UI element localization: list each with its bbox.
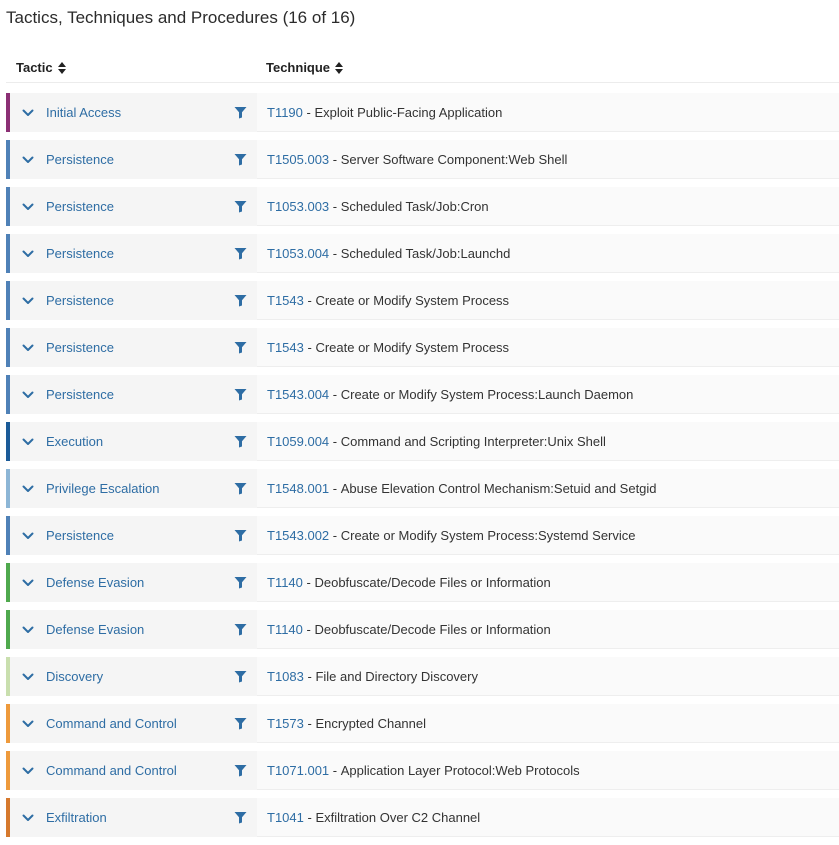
tactic-link[interactable]: Persistence xyxy=(46,152,114,167)
tactic-cell xyxy=(6,375,257,414)
technique-cell xyxy=(257,375,839,414)
table-row xyxy=(6,93,839,132)
tactic-link[interactable]: Persistence xyxy=(46,293,114,308)
chevron-down-icon[interactable] xyxy=(21,576,35,590)
table-row xyxy=(6,140,839,179)
tactic-link[interactable]: Privilege Escalation xyxy=(46,481,160,496)
tactic-link[interactable]: Defense Evasion xyxy=(46,622,145,637)
chevron-down-icon[interactable] xyxy=(21,764,35,778)
technique-separator: - xyxy=(329,527,341,543)
technique-cell xyxy=(257,657,839,696)
tactic-link[interactable]: Command and Control xyxy=(46,763,177,778)
tactic-cell xyxy=(6,328,257,367)
table-row xyxy=(6,328,839,367)
filter-icon[interactable] xyxy=(234,106,248,120)
tactic-link[interactable]: Persistence xyxy=(46,199,114,214)
technique-cell xyxy=(257,610,839,649)
tactic-cell xyxy=(6,234,257,273)
table-row xyxy=(6,704,839,743)
technique-name: Abuse Elevation Control Mechanism:Setuid and Setgid xyxy=(340,480,657,496)
chevron-down-icon[interactable] xyxy=(21,623,35,637)
chevron-down-icon[interactable] xyxy=(21,529,35,543)
chevron-down-icon[interactable] xyxy=(21,811,35,825)
technique-name: Exfiltration Over C2 Channel xyxy=(315,809,481,825)
technique-name: Scheduled Task/Job:Launchd xyxy=(340,245,511,261)
tactic-cell xyxy=(6,563,257,602)
technique-id-link[interactable]: T1059.004 xyxy=(267,433,330,449)
filter-icon[interactable] xyxy=(234,576,248,590)
page-title: Tactics, Techniques and Procedures (16 of 16) xyxy=(6,8,356,27)
technique-separator: - xyxy=(329,480,341,496)
technique-separator: - xyxy=(329,198,341,214)
technique-name: Create or Modify System Process:Systemd Service xyxy=(340,527,636,543)
technique-name: File and Directory Discovery xyxy=(315,668,478,684)
chevron-down-icon[interactable] xyxy=(21,717,35,731)
chevron-down-icon[interactable] xyxy=(21,294,35,308)
technique-cell xyxy=(257,187,839,226)
tactic-cell xyxy=(6,469,257,508)
table-row xyxy=(6,751,839,790)
technique-cell xyxy=(257,328,839,367)
filter-icon[interactable] xyxy=(234,435,248,449)
table-row xyxy=(6,469,839,508)
technique-separator: - xyxy=(329,151,341,167)
sort-icon xyxy=(335,62,343,74)
technique-name: Command and Scripting Interpreter:Unix Shell xyxy=(340,433,606,449)
column-header-technique[interactable] xyxy=(266,60,343,75)
filter-icon[interactable] xyxy=(234,482,248,496)
technique-id-link[interactable]: T1053.004 xyxy=(267,245,330,261)
technique-id-link[interactable]: T1543.004 xyxy=(267,386,330,402)
technique-separator: - xyxy=(329,245,341,261)
technique-id-link[interactable]: T1548.001 xyxy=(267,480,330,496)
chevron-down-icon[interactable] xyxy=(21,200,35,214)
table-row xyxy=(6,422,839,461)
filter-icon[interactable] xyxy=(234,529,248,543)
filter-icon[interactable] xyxy=(234,764,248,778)
table-row xyxy=(6,610,839,649)
chevron-down-icon[interactable] xyxy=(21,153,35,167)
technique-name: Encrypted Channel xyxy=(315,715,427,731)
technique-id-link[interactable]: T1190 xyxy=(267,104,303,120)
table-row xyxy=(6,375,839,414)
tactic-link[interactable]: Persistence xyxy=(46,387,114,402)
chevron-down-icon[interactable] xyxy=(21,482,35,496)
tactic-link[interactable]: Defense Evasion xyxy=(46,575,145,590)
sort-icon xyxy=(58,62,66,74)
technique-id-link[interactable]: T1071.001 xyxy=(267,762,330,778)
filter-icon[interactable] xyxy=(234,623,248,637)
tactic-link[interactable]: Persistence xyxy=(46,246,114,261)
technique-separator: - xyxy=(303,809,316,825)
technique-id-link[interactable]: T1543.002 xyxy=(267,527,330,543)
technique-id-link[interactable]: T1505.003 xyxy=(267,151,330,167)
chevron-down-icon[interactable] xyxy=(21,247,35,261)
technique-name: Scheduled Task/Job:Cron xyxy=(340,198,489,214)
filter-icon[interactable] xyxy=(234,670,248,684)
chevron-down-icon[interactable] xyxy=(21,106,35,120)
tactic-cell xyxy=(6,798,257,837)
tactic-cell xyxy=(6,610,257,649)
tactic-cell xyxy=(6,140,257,179)
filter-icon[interactable] xyxy=(234,247,248,261)
tactic-cell xyxy=(6,93,257,132)
table-row xyxy=(6,798,839,837)
technique-cell xyxy=(257,93,839,132)
column-header-tactic-label: Tactic xyxy=(16,60,53,75)
technique-separator: - xyxy=(329,433,341,449)
chevron-down-icon[interactable] xyxy=(21,670,35,684)
technique-separator: - xyxy=(302,104,315,120)
table-row xyxy=(6,516,839,555)
tactic-link[interactable]: Persistence xyxy=(46,340,114,355)
tactic-cell xyxy=(6,187,257,226)
technique-id-link[interactable]: T1543 xyxy=(267,339,304,355)
chevron-down-icon[interactable] xyxy=(21,435,35,449)
technique-cell xyxy=(257,281,839,320)
technique-cell xyxy=(257,140,839,179)
table-header xyxy=(6,56,839,83)
technique-name: Create or Modify System Process xyxy=(315,292,510,308)
filter-icon[interactable] xyxy=(234,717,248,731)
technique-id-link[interactable]: T1053.003 xyxy=(267,198,330,214)
technique-name: Server Software Component:Web Shell xyxy=(340,151,568,167)
tactic-cell xyxy=(6,751,257,790)
table-row xyxy=(6,563,839,602)
table-row xyxy=(6,187,839,226)
technique-id-link[interactable]: T1140 xyxy=(267,621,303,637)
technique-cell xyxy=(257,422,839,461)
table-row xyxy=(6,281,839,320)
technique-name: Deobfuscate/Decode Files or Information xyxy=(314,621,551,637)
technique-id-link[interactable]: T1041 xyxy=(267,809,304,825)
technique-name: Create or Modify System Process xyxy=(315,339,510,355)
tactic-link[interactable]: Exfiltration xyxy=(46,810,107,825)
filter-icon[interactable] xyxy=(234,388,248,402)
ttp-table-body xyxy=(6,93,839,845)
filter-icon[interactable] xyxy=(234,294,248,308)
technique-separator: - xyxy=(303,668,316,684)
technique-cell xyxy=(257,563,839,602)
filter-icon[interactable] xyxy=(234,811,248,825)
tactic-cell xyxy=(6,657,257,696)
technique-separator: - xyxy=(329,762,341,778)
tactic-cell xyxy=(6,704,257,743)
tactic-link[interactable]: Initial Access xyxy=(46,105,122,120)
table-row xyxy=(6,657,839,696)
technique-name: Exploit Public-Facing Application xyxy=(314,104,503,120)
tactic-link[interactable]: Command and Control xyxy=(46,716,177,731)
tactic-cell xyxy=(6,281,257,320)
technique-cell xyxy=(257,798,839,837)
filter-icon[interactable] xyxy=(234,153,248,167)
technique-separator: - xyxy=(302,574,315,590)
technique-cell xyxy=(257,751,839,790)
tactic-cell xyxy=(6,422,257,461)
technique-cell xyxy=(257,516,839,555)
chevron-down-icon[interactable] xyxy=(21,388,35,402)
technique-cell xyxy=(257,704,839,743)
technique-name: Application Layer Protocol:Web Protocols xyxy=(340,762,580,778)
technique-id-link[interactable]: T1543 xyxy=(267,292,304,308)
technique-name: Create or Modify System Process:Launch Daemon xyxy=(340,386,634,402)
technique-name: Deobfuscate/Decode Files or Information xyxy=(314,574,551,590)
technique-separator: - xyxy=(302,621,315,637)
technique-cell xyxy=(257,234,839,273)
technique-id-link[interactable]: T1140 xyxy=(267,574,303,590)
tactic-cell xyxy=(6,516,257,555)
filter-icon[interactable] xyxy=(234,341,248,355)
tactic-link[interactable]: Persistence xyxy=(46,528,114,543)
technique-id-link[interactable]: T1083 xyxy=(267,668,304,684)
technique-separator: - xyxy=(329,386,341,402)
technique-cell xyxy=(257,469,839,508)
tactic-link[interactable]: Discovery xyxy=(46,669,104,684)
chevron-down-icon[interactable] xyxy=(21,341,35,355)
column-header-tactic[interactable] xyxy=(16,60,66,75)
technique-separator: - xyxy=(303,715,316,731)
tactic-link[interactable]: Execution xyxy=(46,434,104,449)
filter-icon[interactable] xyxy=(234,200,248,214)
table-row xyxy=(6,234,839,273)
technique-separator: - xyxy=(303,292,316,308)
column-header-technique-label: Technique xyxy=(266,60,331,75)
technique-id-link[interactable]: T1573 xyxy=(267,715,304,731)
technique-separator: - xyxy=(303,339,316,355)
